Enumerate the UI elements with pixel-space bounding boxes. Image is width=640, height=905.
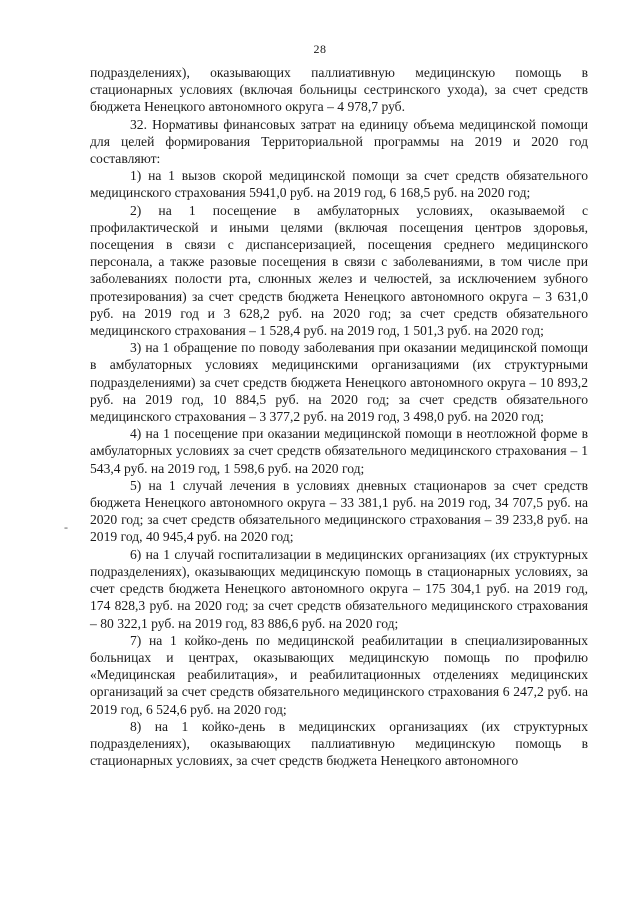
paragraph-item-6: 6) на 1 случай госпитализации в медицинских организациях (их структурных подразделениях), оказывающих медицинскую помощь в стационарных условиях, за счет средств бюджета Ненецкого автономного округа – 175 304,1 руб. на 2019 год, 174 828,3 руб. на 2020 год; за счет средств обязательного медицинского страхования – 80 322,1 руб. на 2019 год, 83 886,6 руб. на 2020 год;	[90, 546, 588, 631]
page-number: 28	[313, 42, 327, 56]
paragraph-item-4: 4) на 1 посещение при оказании медицинской помощи в неотложной форме в амбулаторных условиях за счет средств обязательного медицинского страхования – 1 543,4 руб. на 2019 год, 1 598,6 руб. на 2020 год;	[90, 426, 588, 476]
paragraph-item-3: 3) на 1 обращение по поводу заболевания при оказании медицинской помощи в амбулаторных условиях медицинскими организациями (их структурными подразделениями) за счет средств бюджета Ненецкого автономного округа – 10 893,2 руб. на 2019 год, 10 884,5 руб. на 2020 год; за счет средств обязательного медицинского страхования – 3 377,2 руб. на 2019 год, 3 498,0 руб. на 2020 год;	[90, 340, 588, 425]
paragraph-item-1: 1) на 1 вызов скорой медицинской помощи за счет средств обязательного медицинского страхования 5941,0 руб. на 2019 год, 6 168,5 руб. на 2020 год;	[90, 168, 588, 201]
paragraph-continuation: подразделениях), оказывающих паллиативную медицинскую помощь в стационарных условиях (включая больницы сестринского ухода), за счет средств бюджета Ненецкого автономного округа – 4 978,7 руб.	[90, 65, 588, 115]
paragraph-item-2: 2) на 1 посещение в амбулаторных условиях, оказываемой с профилактической и иными целями (включая посещения центров здоровья, посещения в связи с диспансеризацией, посещения среднего медицинского персонала, а также разовые посещения в связи с заболеваниями, в том числе при заболеваниях полости рта, слюнных желез и челюстей, за исключением зубного протезирования) за счет средств бюджета Ненецкого автономного округа – 3 631,0 руб. на 2019 год и 3 628,2 руб. на 2020 год; за счет средств обязательного медицинского страхования – 1 528,4 руб. на 2019 год, 1 501,3 руб. на 2020 год;	[90, 202, 588, 339]
paragraph-item-7: 7) на 1 койко-день по медицинской реабилитации в специализированных больницах и центрах, оказывающих медицинскую помощь по профилю «Медицинская реабилитация», и реабилитационных отделениях медицинских организаций за счет средств обязательного медицинского страхования 6 247,2 руб. на 2019 год, 6 524,6 руб. на 2020 год;	[90, 632, 588, 717]
document-body	[90, 64, 588, 769]
paragraph-item-5: 5) на 1 случай лечения в условиях дневных стационаров за счет средств бюджета Ненецкого автономного округа – 33 381,1 руб. на 2019 год, 34 707,5 руб. на 2020 год; за счет средств обязательного медицинского страхования – 39 233,8 руб. на 2019 год, 40 945,4 руб. на 2020 год;	[90, 477, 588, 545]
paragraph-item-8: 8) на 1 койко-день в медицинских организациях (их структурных подразделениях), оказывающих паллиативную медицинскую помощь в стационарных условиях, за счет средств бюджета Ненецкого автономного	[90, 718, 588, 769]
margin-mark: -	[64, 520, 68, 534]
paragraph-section-32: 32. Нормативы финансовых затрат на единицу объема медицинской помощи для целей формирования Территориальной программы на 2019 и 2020 год составляют:	[90, 116, 588, 167]
